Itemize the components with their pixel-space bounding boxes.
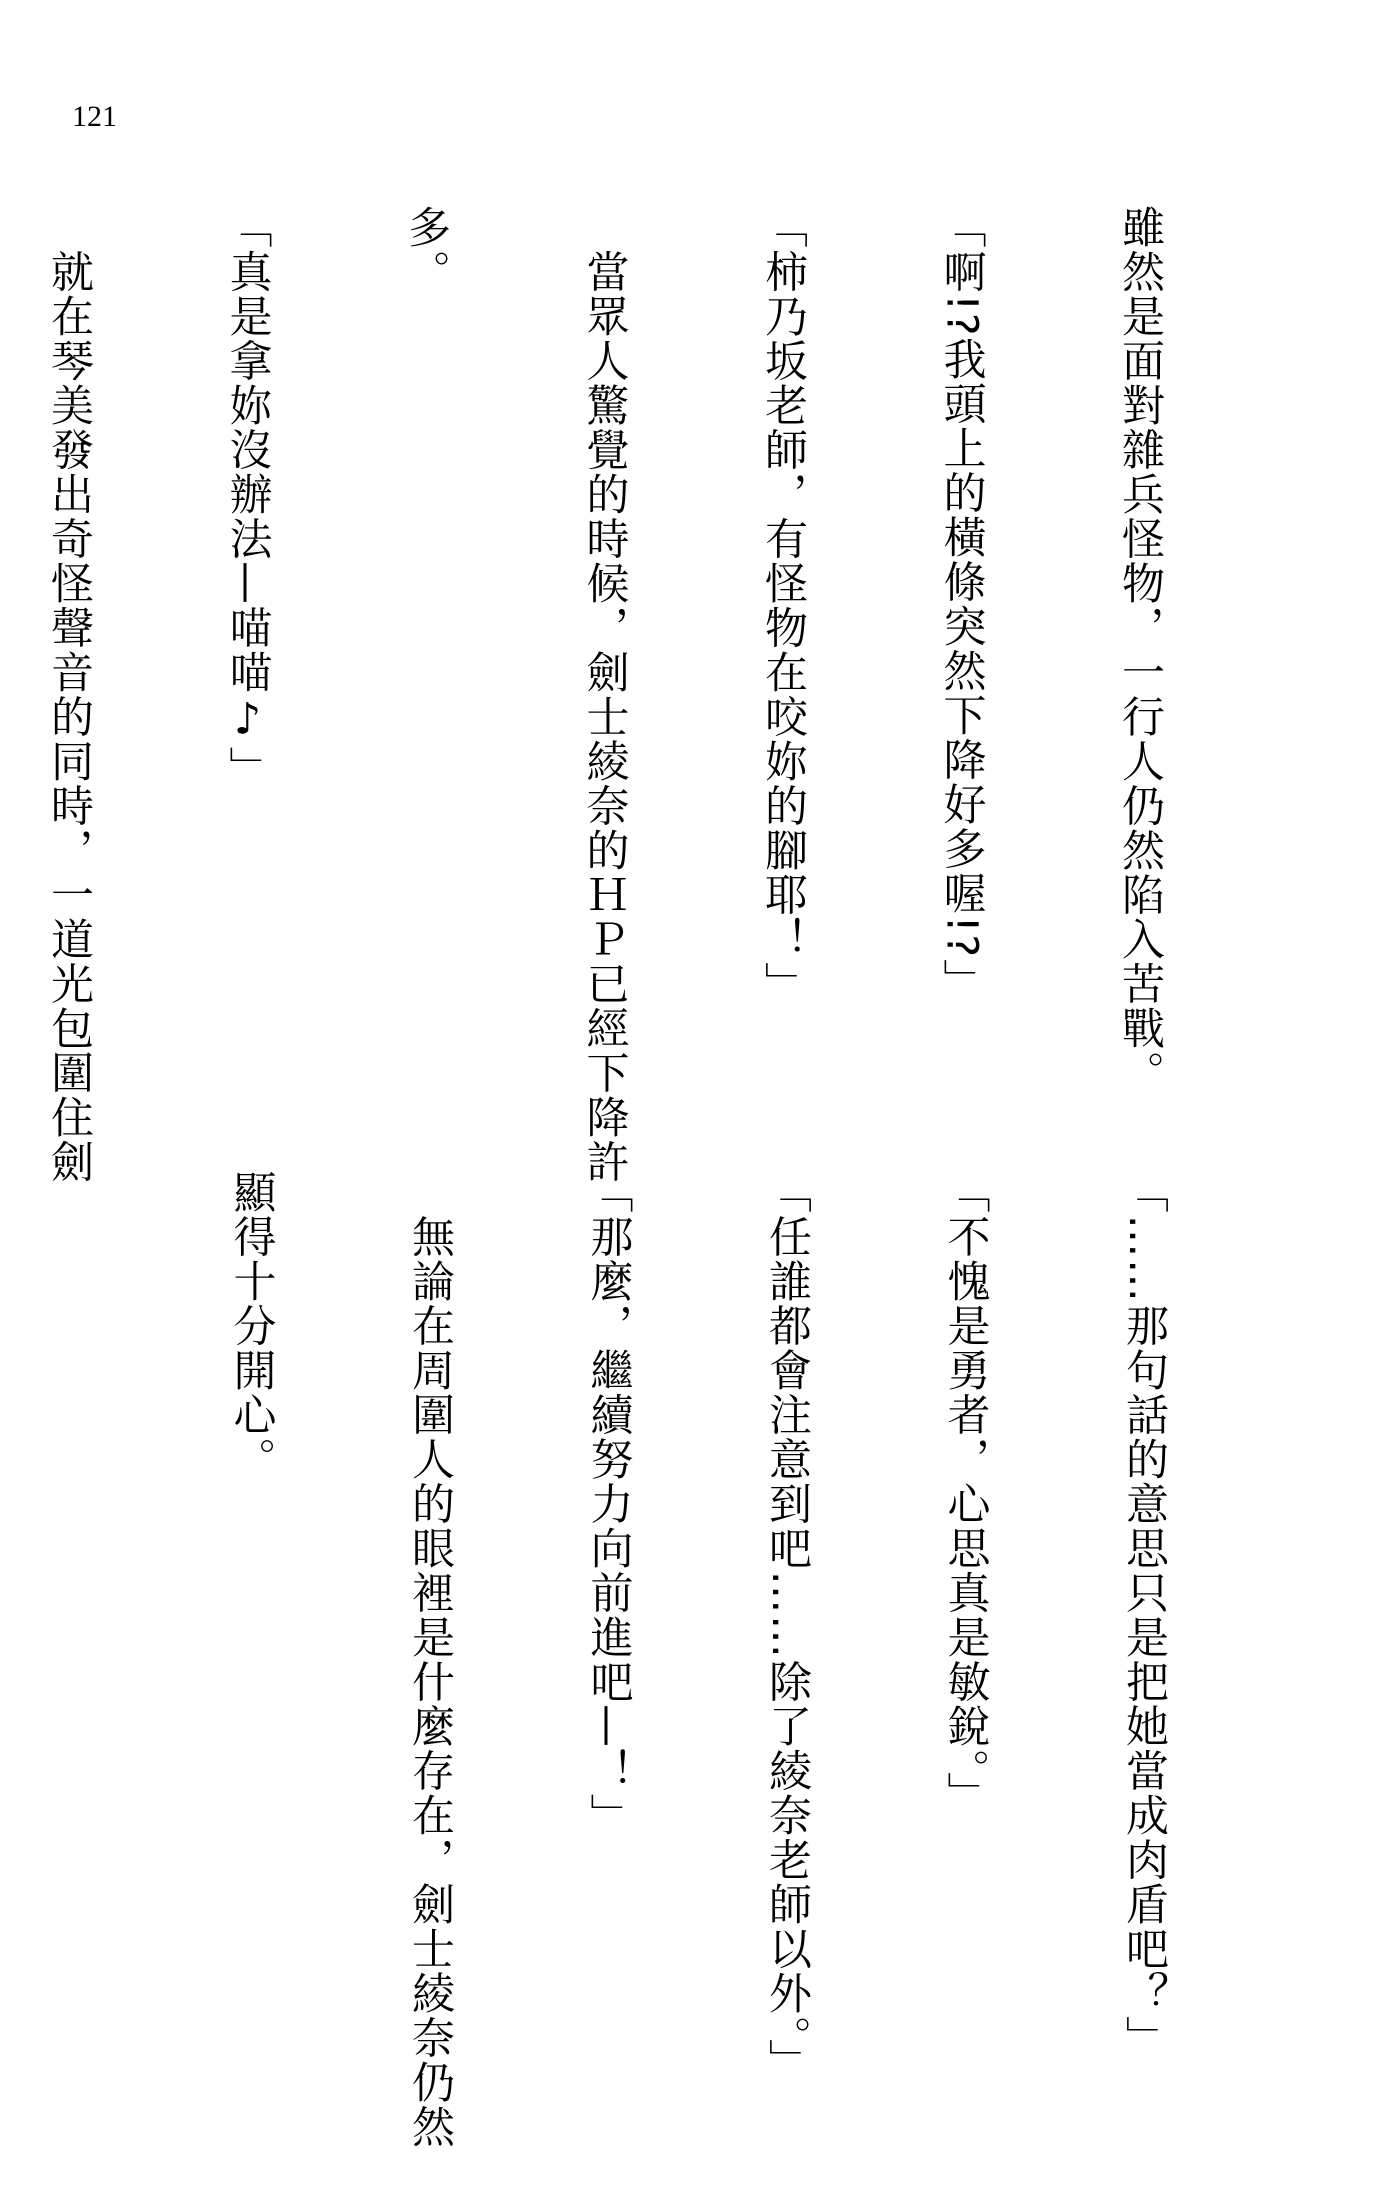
page-number: 121 <box>72 100 117 133</box>
text-line: 多。 <box>401 205 451 294</box>
text-line: 「……那句話的意思只是把她當成肉盾吧？」 <box>1119 1170 1169 2060</box>
text-line: 「真是拿妳沒辦法—喵喵♪」 <box>222 205 273 791</box>
text-line: 無論在周圍人的眼裡是什麼存在，劍士綾奈仍然 <box>405 1170 455 2149</box>
text-line: 「任誰都會注意到吧……除了綾奈老師以外。」 <box>762 1170 812 2083</box>
text-line: 「不愧是勇者，心思真是敏銳。」 <box>940 1170 991 1816</box>
text-line: 「啊!?我頭上的橫條突然下降好多喔!?」 <box>936 205 987 1004</box>
upper-text-block <box>0 205 1288 1184</box>
lower-text-block <box>0 1170 1292 2149</box>
text-line: 當眾人驚覺的時候，劍士綾奈的ＨＰ已經下降許 <box>579 205 630 1184</box>
text-line: 「那麼，繼續努力向前進吧—！」 <box>583 1170 634 1838</box>
text-line: 就在琴美發出奇怪聲音的同時，一道光包圍住劍 <box>44 205 94 1184</box>
text-line <box>43 1170 103 2070</box>
text-line: 顯得十分開心。 <box>226 1170 277 1482</box>
text-line: 「柿乃坂老師，有怪物在咬妳的腳耶！」 <box>758 205 808 1006</box>
text-line: 雖然是面對雜兵怪物，一行人仍然陷入苦戰。 <box>1115 205 1165 1095</box>
